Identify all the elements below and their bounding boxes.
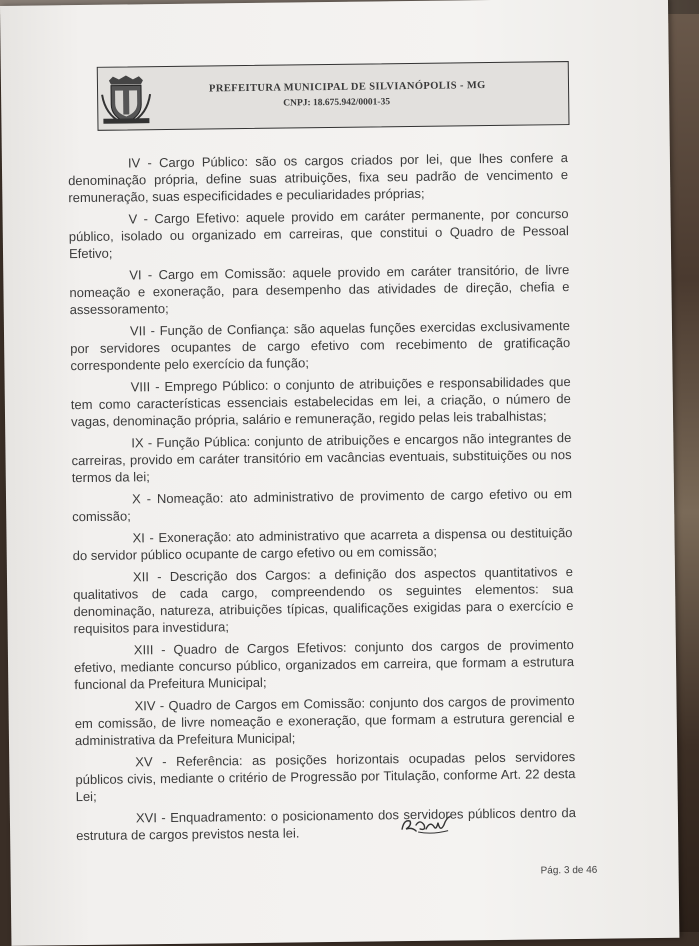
item-ix: IX - Função Pública: conjunto de atribuições e encargos não integrantes de carreiras, provido em caráter transitório em vacâncias eventuais, substituições ou nos termos da lei; (71, 430, 572, 486)
item-xiv: XIV - Quadro de Cargos em Comissão: conjunto dos cargos de provimento em comissão, de livre nomeação e exoneração, que formam a estrutura gerencial e administrativa da Prefeitura Municipal; (74, 693, 575, 749)
municipal-crest-icon (99, 74, 154, 127)
item-xi: XI - Exoneração: ato administrativo que acarreta a dispensa ou destituição do servidor público ocupante de cargo efetivo ou em comissão; (72, 525, 573, 564)
item-viii: VIII - Emprego Público: o conjunto de atribuições e responsabilidades que tem como características essenciais estabelecidas em lei, a criação, o número de vagas, denominação própria, salário e remuneração, regido pelas leis trabalhistas; (70, 374, 571, 430)
item-xv: XV - Referência: as posições horizontais ocupadas pelos servidores públicos civis, mediante o critério de Progressão por Titulação, conforme Art. 22 desta Lei; (75, 749, 576, 805)
item-xii: XII - Descrição dos Cargos: a definição dos aspectos quantitativos e qualitativos de cada cargo, compreendendo os seguintes elementos: sua denominação, natureza, atribuições típicas, qualificações exigidas para o exercício e requisitos para investidura; (73, 564, 574, 637)
item-xiii: XIII - Quadro de Cargos Efetivos: conjunto dos cargos de provimento efetivo, mediante concurso público, organizados em carreira, que formam a estrutura funcional da Prefeitura Municipal; (73, 637, 575, 693)
header-title: PREFEITURA MUNICIPAL DE SILVIANÓPOLIS - MG (208, 80, 486, 95)
item-x: X - Nomeação: ato administrativo de provimento de cargo efetivo ou em comissão; (72, 486, 573, 525)
item-iv: IV - Cargo Público: são os cargos criados por lei, que lhes confere a denominação própria, define suas atribuições, fixa seu padrão de vencimento e remuneração, suas especificidades e peculiaridades próprias; (68, 150, 569, 206)
letterhead-box (97, 61, 570, 131)
header-cnpj: CNPJ: 18.675.942/0001-35 (283, 97, 391, 109)
item-xvi: XVI - Enquadramento: o posicionamento dos servidores públicos dentro da estrutura de cargos previstos nesta lei. (76, 805, 576, 844)
document-body (68, 149, 576, 849)
signature-initials (398, 810, 458, 837)
item-vii: VII - Função de Confiança: são aquelas funções exercidas exclusivamente por servidores ocupantes de cargo efetivo com recebimento de gratificação correspondente pelo exercício da função; (70, 318, 571, 374)
item-v: V - Cargo Efetivo: aquele provido em caráter permanente, por concurso público, isolado ou organizado em carreiras, que constitui o Quadro de Pessoal Efetivo; (68, 206, 569, 262)
page-number: Pág. 3 de 46 (540, 864, 598, 877)
item-vi: VI - Cargo em Comissão: aquele provido em caráter transitório, de livre nomeação e exoneração, para desempenho das atividades de direção, chefia e assessoramento; (69, 262, 570, 318)
